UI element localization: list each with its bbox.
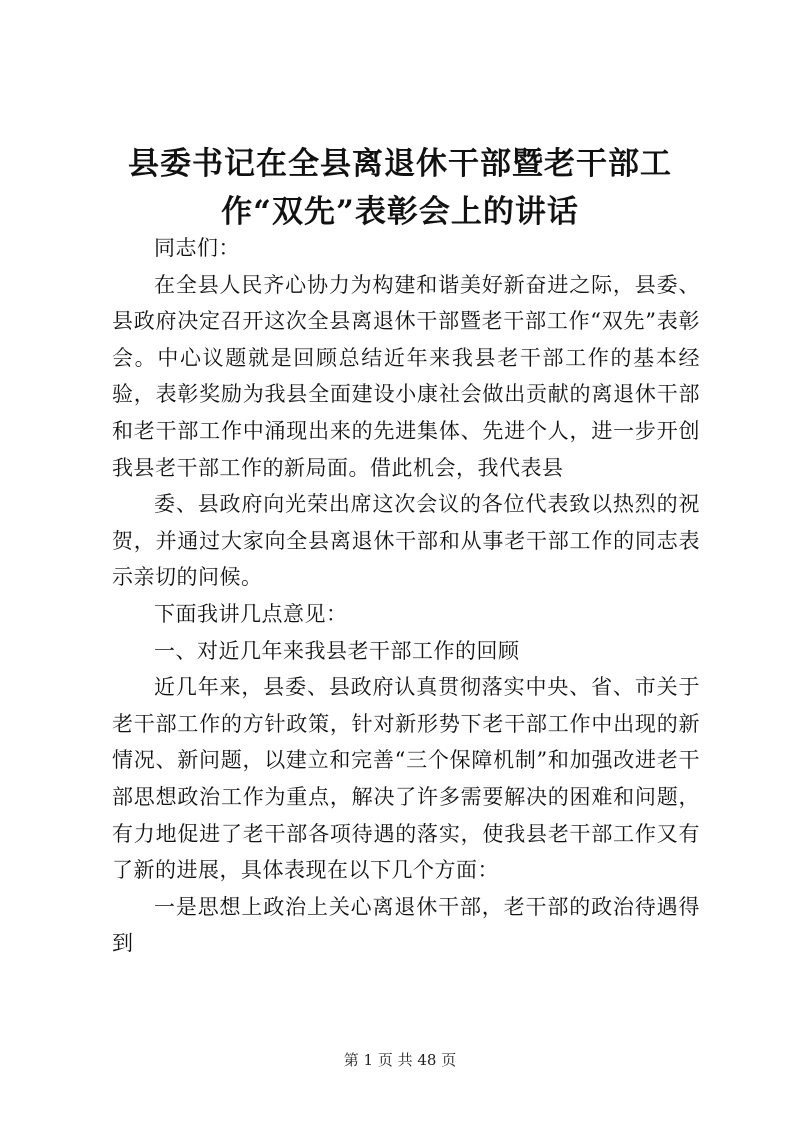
section-heading-1: 一、对近几年来我县老干部工作的回顾 [154, 638, 520, 663]
document-title: 县委书记在全县离退休干部暨老干部工作“双先”表彰会上的讲话 [128, 146, 672, 230]
document-body [112, 230, 700, 962]
paragraph-intro: 下面我讲几点意见： [154, 601, 348, 626]
paragraph-point-1: 一是思想上政治上关心离退休干部，老干部的政治待遇得到 [112, 894, 700, 956]
page-number-footer: 第 1 页 共 48 页 [343, 1051, 457, 1069]
paragraph-salutation: 同志们： [154, 236, 240, 260]
paragraph-opening: 在全县人民齐心协力为构建和谐美好新奋进之际，县委、县政府决定召开这次全县离退休干部暨老干部工作“双先”表彰会。中心议题就是回顾总结近年来我县老干部工作的基本经验，表彰奖励为我县全面建设小康社会做出贡献的离退休干部和老干部工作中涌现出来的先进集体、先进个人，进一步开创我县老干部工作的新局面。借此机会，我代表县 [112, 272, 700, 480]
paragraph-review: 近几年来，县委、县政府认真贯彻落实中央、省、市关于老干部工作的方针政策，针对新形势下老干部工作中出现的新情况、新问题，以建立和完善“三个保障机制”和加强改进老干部思想政治工作为重点，解决了许多需要解决的困难和问题，有力地促进了老干部各项待遇的落实，使我县老干部工作又有了新的进展，具体表现在以下几个方面： [112, 675, 700, 883]
paragraph-greeting: 委、县政府向光荣出席这次会议的各位代表致以热烈的祝贺，并通过大家向全县离退休干部和从事老干部工作的同志表示亲切的问候。 [112, 492, 700, 590]
